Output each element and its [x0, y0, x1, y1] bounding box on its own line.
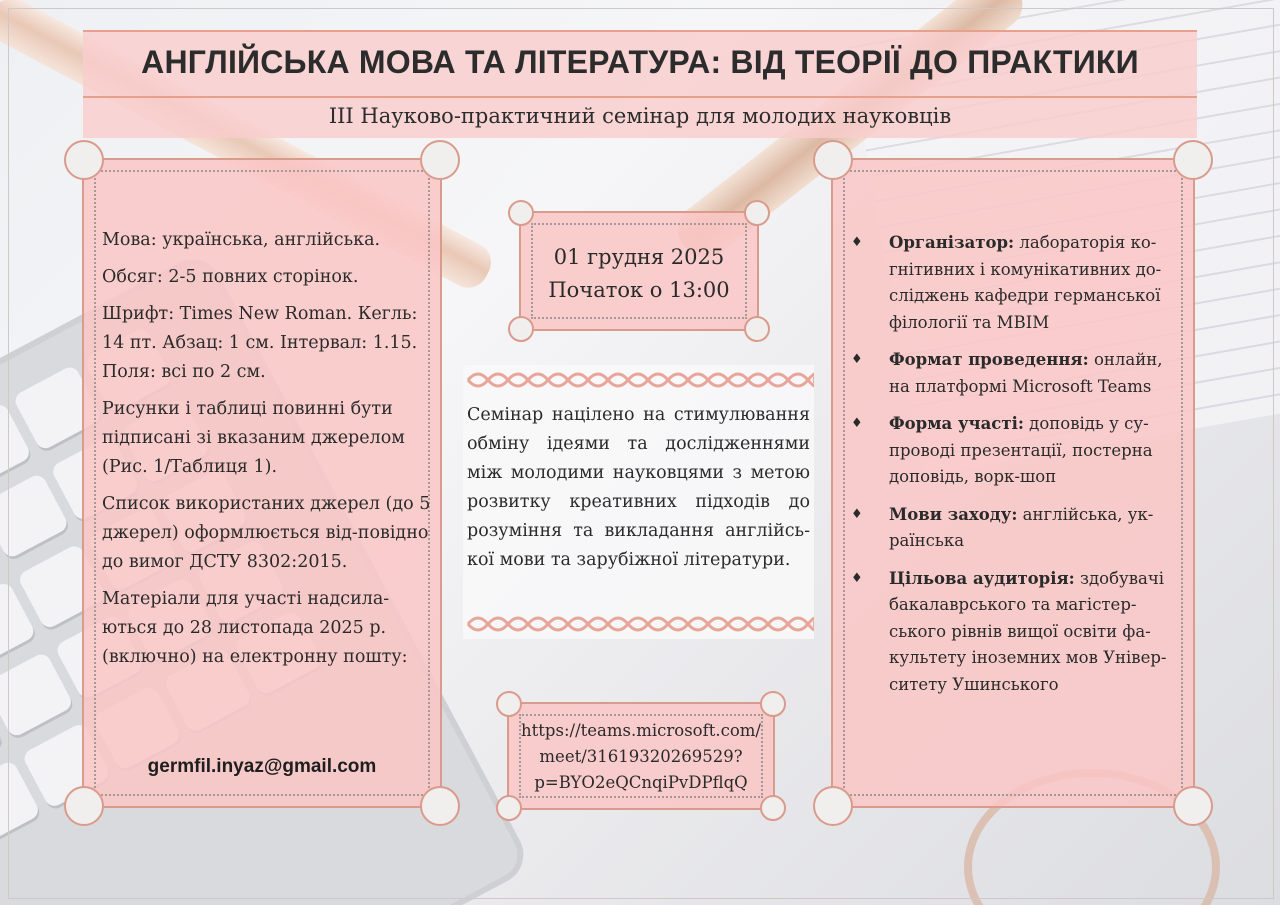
date-box — [519, 211, 759, 331]
teams-link-text[interactable]: https://teams.microsoft.com/ meet/31619320269529? p=BYO2eQCnqiPvDPflqQ — [521, 721, 761, 792]
diamond-bullet-icon: ♦ — [851, 352, 863, 367]
diamond-bullet-icon: ♦ — [851, 416, 863, 431]
diamond-bullet-icon: ♦ — [851, 506, 863, 522]
header-rule-middle — [83, 96, 1197, 98]
detail-text: доповідь у су-проводі презентації, постерна доповідь, ворк-шоп — [889, 414, 1153, 486]
header-band — [83, 30, 1197, 138]
requirement-font: Шрифт: Times New Roman. Кегль: 14 пт. Абзац: 1 см. Інтервал: 1.15. Поля: всі по 2 см. — [102, 304, 418, 382]
detail-languages — [849, 502, 1177, 555]
requirement-language: Мова: українська, англійська. — [102, 230, 381, 250]
meeting-link-box — [507, 702, 775, 810]
diamond-bullet-icon: ♦ — [851, 235, 863, 250]
ornament-bottom-icon — [463, 609, 814, 639]
header-rule-top — [83, 30, 1197, 32]
detail-label: Цільова аудиторія: — [889, 568, 1075, 588]
requirements-list — [102, 226, 432, 680]
event-description: Семінар націлено на стимулювання обміну ідеями та дослідженнями між молодими науковцями з метою розвитку креативних підходів до розуміння та викладання англійсь-кої мови та зарубіжної літератури. — [467, 405, 810, 570]
requirements-panel — [82, 158, 442, 808]
detail-label: Форма участі: — [889, 414, 1024, 433]
detail-label: Мови заходу: — [889, 504, 1018, 524]
diamond-bullet-icon: ♦ — [851, 570, 863, 586]
detail-format — [849, 347, 1177, 400]
detail-text: здобувачі бакалаврського та магістер-ського рівнів вищої освіти фа-культету іноземних мов Універ-ситету Ушинського — [889, 568, 1167, 694]
event-start-time: Початок о 13:00 — [548, 278, 730, 302]
requirement-submission: Матеріали для участі надсила-ються до 28 листопада 2025 р. (включно) на електронну пошту: — [102, 589, 408, 667]
event-date: 01 грудня 2025 — [553, 245, 725, 269]
detail-text: онлайн, на платформі Microsoft Teams — [889, 350, 1163, 396]
detail-label: Формат проведення: — [889, 350, 1089, 369]
details-panel — [831, 158, 1195, 808]
details-list — [849, 230, 1177, 709]
detail-audience — [849, 566, 1177, 699]
page-subtitle: ІІІ Науково-практичний семінар для молодих науковців — [328, 104, 952, 128]
detail-participation-form — [849, 411, 1177, 491]
description-box — [463, 365, 814, 639]
page-title: АНГЛІЙСЬКА МОВА ТА ЛІТЕРАТУРА: ВІД ТЕОРІЇ ДО ПРАКТИКИ — [141, 44, 1139, 80]
event-date-block — [521, 241, 757, 307]
requirement-references: Список використаних джерел (до 5 джерел) оформлюється від-повідно до вимог ДСТУ 8302:2015. — [102, 494, 431, 572]
detail-label: Організатор: — [889, 233, 1015, 252]
detail-text: лабораторія ко-гнітивних і комунікативних до-сліджень кафедри германської філології та МВІМ — [889, 233, 1162, 332]
ornament-top-icon — [463, 365, 814, 395]
requirement-figures: Рисунки і таблиці повинні бути підписані зі вказаним джерелом (Рис. 1/Таблиця 1). — [102, 399, 405, 477]
detail-text: англійська, ук-раїнська — [889, 504, 1154, 550]
detail-organizer — [849, 230, 1177, 336]
teams-meeting-link[interactable] — [509, 718, 773, 796]
contact-email[interactable]: germfil.inyaz@gmail.com — [147, 756, 377, 777]
requirement-volume: Обсяг: 2-5 повних сторінок. — [102, 267, 359, 287]
